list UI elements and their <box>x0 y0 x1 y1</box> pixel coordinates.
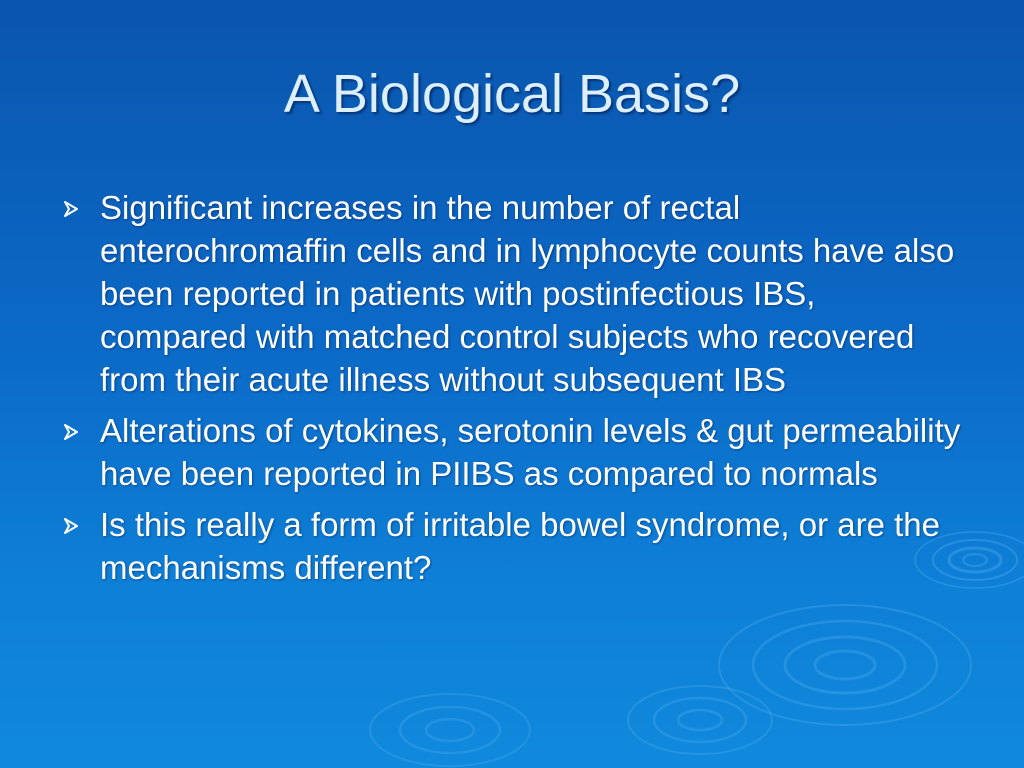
arrow-bullet-icon <box>62 423 84 441</box>
slide-title: A Biological Basis? <box>283 64 741 124</box>
bullet-text: Alterations of cytokines, serotonin levels & gut permeability have been reported in PIIBS as compared to normals <box>100 412 961 492</box>
bullet-list <box>62 186 962 597</box>
arrow-bullet-icon <box>62 517 84 535</box>
bullet-item <box>62 503 962 589</box>
bullet-text: Is this really a form of irritable bowel syndrome, or are the mechanisms different? <box>100 506 941 586</box>
arrow-bullet-icon <box>62 200 84 218</box>
bullet-item <box>62 186 962 401</box>
bullet-text: Significant increases in the number of rectal enterochromaffin cells and in lymphocyte counts have also been reported in patients with postinfectious IBS, compared with matched control subjects who recovered from their acute illness without subsequent IBS <box>100 189 955 398</box>
bullet-item <box>62 409 962 495</box>
